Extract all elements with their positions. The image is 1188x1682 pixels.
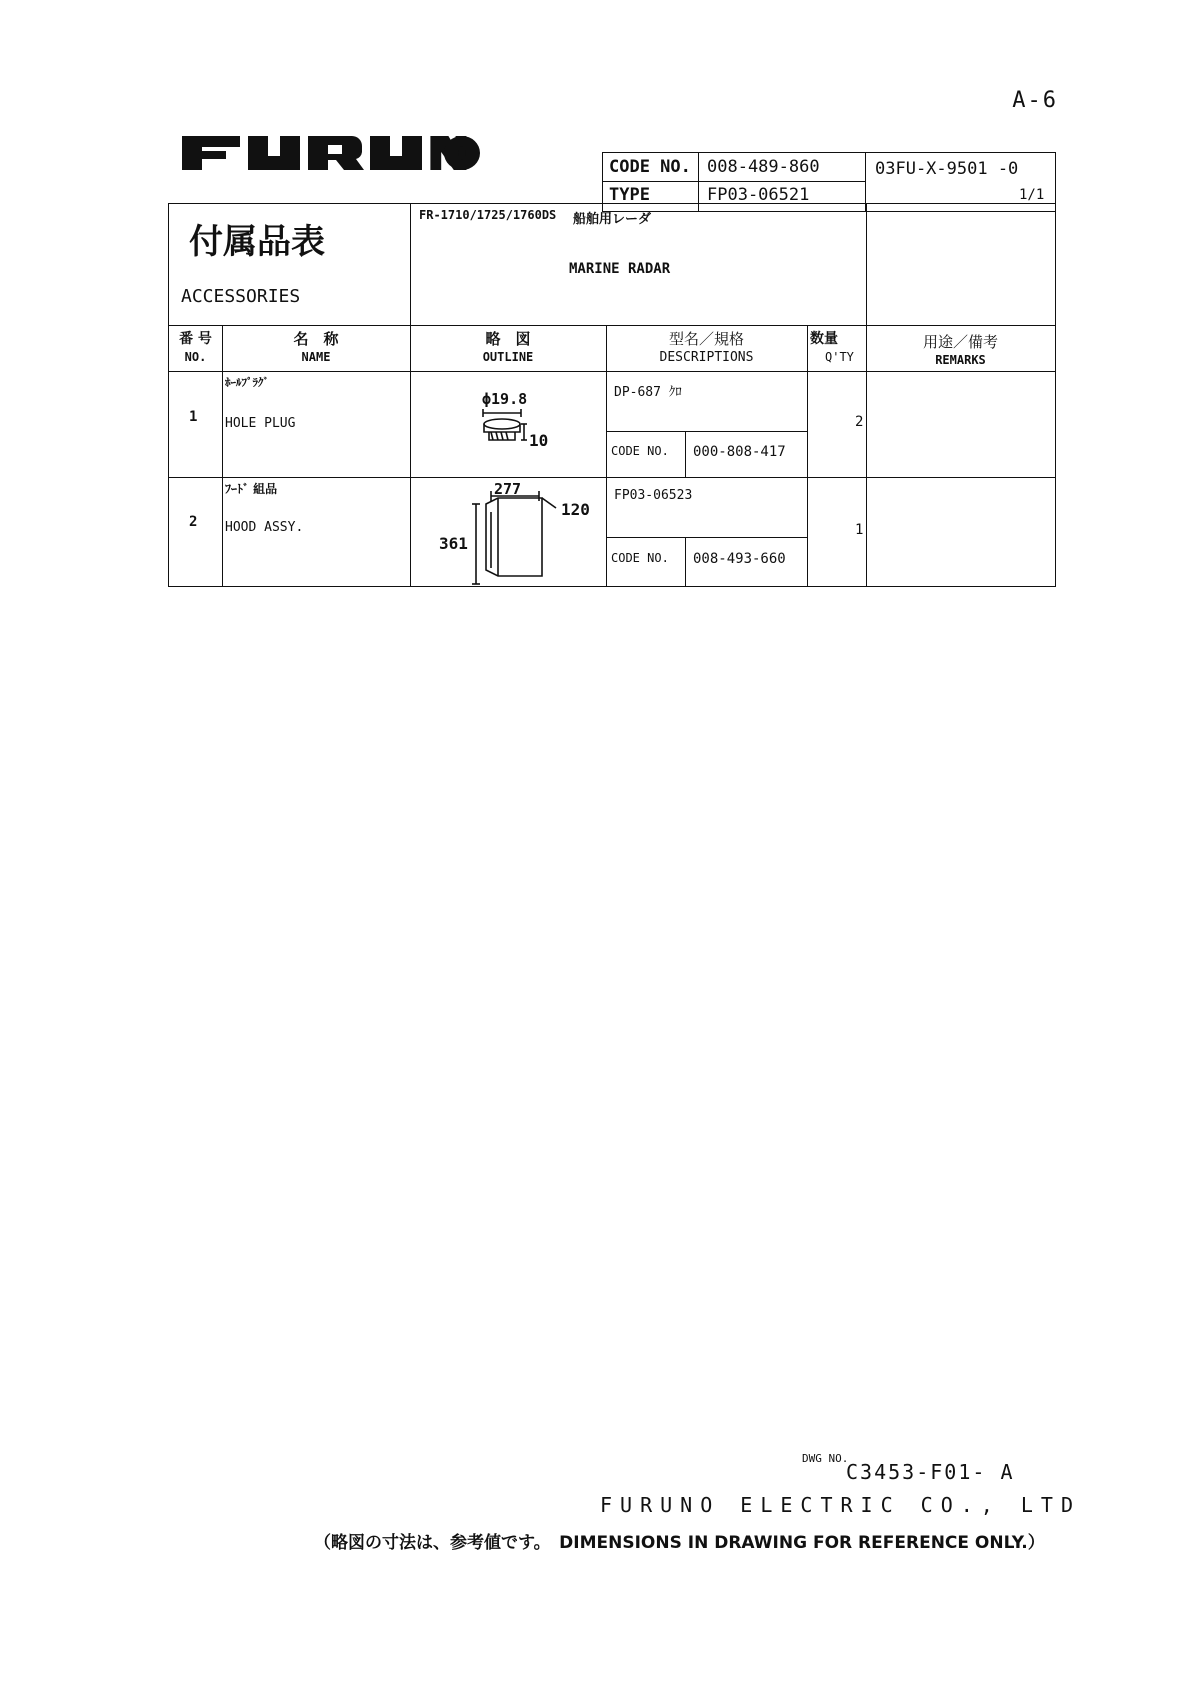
col-remarks-en: REMARKS — [935, 353, 986, 367]
product-jp: 船舶用レーダ — [573, 212, 652, 227]
col-remarks-jp: 用途／備考 — [922, 333, 998, 351]
furuno-logo — [182, 136, 482, 174]
hood-width: 277 — [494, 480, 522, 498]
sheet-number: 1/1 — [1019, 187, 1045, 203]
row2-code-label: CODE NO. — [611, 551, 669, 565]
doc-number: 03FU-X-9501 -0 — [875, 159, 1019, 179]
company-name: FURUNO ELECTRIC CO., LTD — [600, 1493, 1081, 1517]
row2-code: 008-493-660 — [693, 551, 786, 567]
row2-name-en: HOOD ASSY. — [225, 520, 304, 535]
accessories-table — [168, 203, 1056, 587]
col-desc-en: DESCRIPTIONS — [659, 350, 754, 365]
col-name-jp: 名 称 — [293, 330, 339, 348]
dwg-label: DWG NO. — [802, 1452, 849, 1465]
col-no-jp: 番 号 — [179, 331, 212, 347]
hole-plug-diameter: ϕ19.8 — [482, 390, 528, 408]
code-no-label: CODE NO. — [609, 157, 691, 177]
product-en: MARINE RADAR — [569, 261, 671, 277]
row1-qty: 2 — [855, 414, 864, 430]
model-numbers: FR-1710/1725/1760DS — [419, 208, 557, 222]
col-outline-jp: 略 図 — [485, 330, 531, 348]
row1-desc: DP-687 ｸﾛ — [614, 385, 682, 400]
page-number: A-6 — [1012, 88, 1058, 113]
row1-no: 1 — [189, 409, 198, 425]
col-qty-en: Q'TY — [825, 350, 854, 364]
col-outline-en: OUTLINE — [482, 350, 534, 364]
row2-qty: 1 — [855, 522, 864, 538]
type-value: FP03-06521 — [707, 185, 810, 205]
col-no-en: NO. — [184, 350, 207, 364]
hood-height: 361 — [439, 534, 468, 553]
hood-drawing — [459, 482, 579, 590]
title-en: ACCESSORIES — [181, 286, 301, 307]
code-no-value: 008-489-860 — [707, 157, 820, 177]
col-desc-jp: 型名／規格 — [668, 330, 744, 348]
row1-code-label: CODE NO. — [611, 444, 669, 458]
dwg-number: C3453-F01- A — [846, 1460, 1015, 1484]
title-jp: 付属品表 — [189, 222, 325, 262]
reference-note: （略図の寸法は、参考値です。 DIMENSIONS IN DRAWING FOR REFERENCE ONLY.） — [314, 1533, 1045, 1553]
col-qty-jp: 数量 — [810, 331, 838, 347]
row1-name-en: HOLE PLUG — [225, 416, 296, 431]
type-label: TYPE — [609, 185, 650, 205]
col-name-en: NAME — [301, 350, 331, 364]
row1-code: 000-808-417 — [693, 444, 786, 460]
row2-desc: FP03-06523 — [614, 488, 693, 503]
row2-no: 2 — [189, 514, 198, 530]
row1-name-jp: ﾎｰﾙﾌﾟﾗｸﾞ — [225, 376, 269, 389]
hole-plug-height: 10 — [529, 431, 549, 450]
row2-name-jp: ﾌｰﾄﾞ 組品 — [225, 482, 278, 496]
hood-depth: 120 — [561, 500, 590, 519]
